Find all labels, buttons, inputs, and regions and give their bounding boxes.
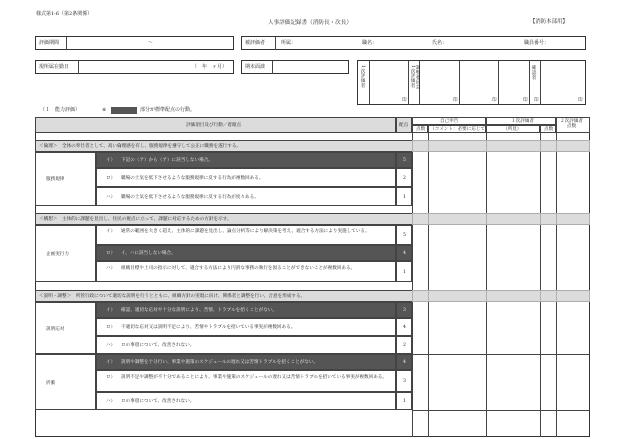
row-explain-c: ハ） ロの事項について、改善されない。 [96, 336, 396, 354]
note-mark: ※ [102, 107, 107, 113]
ability-section-label: （１ 能力評価） [40, 107, 81, 113]
row-planning-c: ハ） 組織目標や上司の指示に対して、適合する方法により円滑な事務の執行を図ることができないことが複数回ある。 [96, 261, 396, 282]
position-label: 職名： [362, 40, 378, 46]
points-negotiation-c: 1 [396, 392, 412, 410]
note-text: 部分が標準配点の行動。 [140, 107, 196, 113]
period-separator: 〜 [148, 40, 154, 46]
points-planning-b: 4 [396, 245, 412, 261]
name-label: 氏名： [432, 40, 448, 46]
second-score-ethics[interactable] [557, 152, 589, 206]
standard-score-swatch [111, 107, 137, 114]
points-explain-b: 4 [396, 318, 412, 336]
form-number: 様式第1-6（第2条関係） [36, 11, 93, 17]
row-ethics-c: ハ） 職場の士気を低下させるような服務規律に反する行為が度々ある。 [96, 187, 396, 206]
second-score-explanation[interactable] [557, 302, 589, 410]
evaluation-period-field[interactable] [35, 36, 234, 50]
approver-stamp-grid [357, 60, 586, 105]
row-negotiation-c: ハ） ロの事項について、改善されない。 [96, 392, 396, 410]
seal-2: 印 [453, 98, 458, 103]
group-service-discipline: 服務規律 [35, 152, 96, 206]
points-ethics-b: 2 [396, 168, 412, 187]
seal-3: 印 [492, 98, 497, 103]
final-interview-label: 期末面談 [245, 64, 266, 70]
seal-1: 印 [402, 98, 407, 103]
column-header-self-points: 点数 [412, 125, 428, 133]
row-negotiation-b: ロ） 説明不足や調整が不十分であることにより、事業や施策のスケジュールの遅れ又は苦情トラブルを招いている事実が複数回ある。 [96, 370, 396, 392]
self-comment-planning[interactable] [429, 225, 485, 282]
self-score-explanation[interactable] [413, 302, 427, 410]
group-negotiation: 折衝 [35, 354, 96, 410]
tenure-field[interactable] [35, 60, 234, 74]
first-score-ethics[interactable] [541, 152, 555, 206]
seal-5: 印 [534, 98, 539, 103]
column-header-self: 自己申告 [412, 117, 486, 125]
first-score-explanation[interactable] [541, 302, 555, 410]
evaluation-period-label: 評価期間 [39, 40, 60, 46]
row-planning-b: ロ） イ、ハに該当しない場合。 [96, 245, 396, 261]
column-header-points: 配点 [396, 117, 412, 133]
seal-6: 印 [578, 98, 583, 103]
row-ethics-b: ロ） 職場の士気を低下させるような服務規律に反する行為が複数回ある。 [96, 168, 396, 187]
section-explanation-header: ＜説明・調整＞ 所管行政について適切な説明を行うとともに、組織方針の実現に向け、関係者と調整を行い、合意を形成する。 [35, 290, 590, 302]
score-band-1 [412, 140, 590, 152]
section-planning-header: ＜構想＞ 主体的に課題を見出し、住民の視点に立って、課題に対応するための方針を示す。 [35, 213, 590, 225]
section-ethics-header: ＜倫理＞ 全体の奉仕者として、高い倫理感を有し、服務規律を遵守して公正に職務を遂行する。 [35, 140, 590, 152]
seal-4: 印 [523, 98, 528, 103]
points-negotiation-a: 4 [396, 354, 412, 370]
first-score-planning[interactable] [541, 225, 555, 282]
row-ethics-a: イ） 下記の（ア）から（ア）に該当しない場合。 [96, 152, 396, 168]
row-planning-a: イ） 通常の範囲を大きく超え、主体的に課題を見出し、論点分析等により解決策を考え、適合する方法により実施している。 [96, 225, 396, 245]
tenure-unit: （ 年 ヶ月） [192, 64, 228, 70]
score-band-2 [412, 213, 590, 225]
column-header-first-points: 点数 [540, 125, 556, 133]
tenure-label: 現所属在勤日 [39, 64, 70, 70]
affiliation-label: 所属： [281, 40, 297, 46]
self-score-ethics[interactable] [413, 152, 427, 206]
group-planning-execution: 企画実行力 [35, 225, 96, 282]
document-title: 人事評価記録書（消防長・次長） [268, 20, 352, 26]
self-score-planning[interactable] [413, 225, 427, 282]
staff-number-label: 職員番号： [524, 40, 550, 46]
first-comment-planning[interactable] [487, 225, 539, 282]
department-label: 【消防本部用】 [530, 19, 568, 25]
self-comment-ethics[interactable] [429, 152, 485, 206]
points-negotiation-b: 3 [396, 370, 412, 392]
first-comment-explanation[interactable] [487, 302, 539, 410]
points-planning-c: 1 [396, 261, 412, 282]
points-explain-a: 3 [396, 302, 412, 318]
approver-title-5: 確認者 [531, 65, 537, 80]
score-band-3 [412, 290, 590, 302]
column-header-items: 評価項目及び行動／着眼点 [35, 117, 396, 133]
column-header-first: １次評価者 [486, 117, 556, 125]
row-negotiation-a: イ） 説明や調整を十分行い、事業や施策のスケジュールの遅れ又は苦情トラブルを招くことがない。 [96, 354, 396, 370]
row-explain-a: イ） 確認、適切な応対や十分な説明により、苦情、トラブルを招くことがない。 [96, 302, 396, 318]
approver-title-1: 1次評価者 [360, 65, 366, 88]
column-header-self-comment: （コメント：必要に応じて） [430, 127, 490, 132]
final-interview-field[interactable] [241, 60, 349, 74]
evaluatee-info-field[interactable] [241, 36, 586, 50]
points-planning-a: 5 [396, 225, 412, 245]
first-comment-ethics[interactable] [487, 152, 539, 206]
column-header-first-comment: （所見） [486, 125, 540, 133]
approver-title-2: 調整委員会 1次評価者 [410, 65, 421, 90]
row-explain-b: ロ） 不適切な応対又は説明不足により、苦情やトラブルを招いている事実が複数回ある。 [96, 318, 396, 336]
self-comment-explanation[interactable] [429, 302, 485, 410]
evaluatee-label: 被評価者 [245, 40, 266, 46]
points-ethics-a: 5 [396, 152, 412, 168]
column-header-second: ２次評価者 点数 [556, 117, 590, 133]
second-score-planning[interactable] [557, 225, 589, 282]
points-explain-c: 2 [396, 336, 412, 354]
group-explanation-response: 説明応対 [35, 302, 96, 354]
points-ethics-c: 1 [396, 187, 412, 206]
